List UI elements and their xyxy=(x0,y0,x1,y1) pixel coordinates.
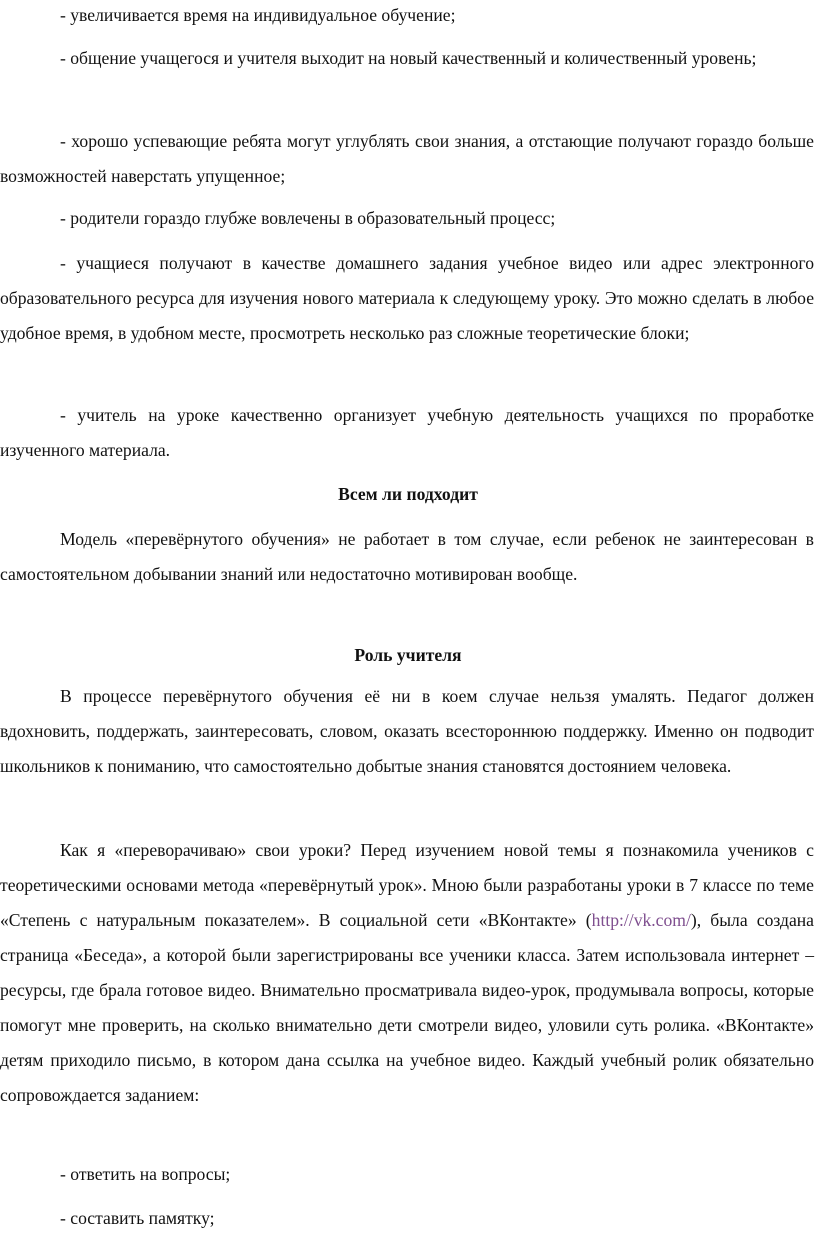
list-item-parents: - родители гораздо глубже вовлечены в образовательный процесс; xyxy=(60,208,556,228)
paragraph-how-i-flip-text-start: Как я «переворачиваю» свои уроки? Перед изучением новой темы я познакомила учеников с теоретическими основами метода «перевёрнутый урок». Мною были разработаны уроки в 7 классе по теме «Степень с натуральным показателем». В социальной сети «ВКонтакте» ( xyxy=(0,840,814,930)
list-item-individual-learning: - увеличивается время на индивидуальное обучение; xyxy=(60,5,456,25)
list-item-communication: - общение учащегося и учителя выходит на новый качественный и количественный уровень; xyxy=(60,48,757,68)
heading-teacher-role: Роль учителя xyxy=(354,645,462,665)
list-item-teacher-lesson: - учитель на уроке качественно организует учебную деятельность учащихся по проработке изученного материала. xyxy=(0,405,814,460)
paragraph-model-limits: Модель «перевёрнутого обучения» не работает в том случае, если ребенок не заинтересован в самостоятельном добывании знаний или недостаточно мотивирован вообще. xyxy=(0,529,814,584)
heading-who-suits: Всем ли подходит xyxy=(338,484,478,504)
list-item-answer-questions: - ответить на вопросы; xyxy=(60,1164,231,1184)
paragraph-how-i-flip-text-end: ), была создана страница «Беседа», а которой были зарегистрированы все ученики класса. Затем использовала интернет – ресурсы, где брала готовое видео. Внимательно просматривала видео-урок, продумывала вопросы, которые помогут мне проверить, на сколько внимательно дети смотрели видео, уловили суть ролика. «ВКонтакте» детям приходило письмо, в котором дана ссылка на учебное видео. Каждый учебный ролик обязательно сопровождается заданием: xyxy=(0,910,814,1105)
list-item-make-memo: - составить памятку; xyxy=(60,1208,215,1228)
list-item-students-knowledge: - хорошо успевающие ребята могут углублять свои знания, а отстающие получают гораздо больше возможностей наверстать упущенное; xyxy=(0,131,814,186)
paragraph-teacher-role: В процессе перевёрнутого обучения её ни в коем случае нельзя умалять. Педагог должен вдохновить, поддержать, заинтересовать, словом, оказать всестороннюю поддержку. Именно он подводит школьников к пониманию, что самостоятельно добытые знания становятся достоянием человека. xyxy=(0,686,814,776)
vk-link[interactable]: http://vk.com/ xyxy=(591,910,691,930)
paragraph-how-i-flip xyxy=(0,833,814,1113)
list-item-homework-video: - учащиеся получают в качестве домашнего задания учебное видео или адрес электронного образовательного ресурса для изучения нового материала к следующему уроку. Это можно сделать в любое удобное время, в удобном месте, просмотреть несколько раз сложные теоретические блоки; xyxy=(0,253,814,343)
